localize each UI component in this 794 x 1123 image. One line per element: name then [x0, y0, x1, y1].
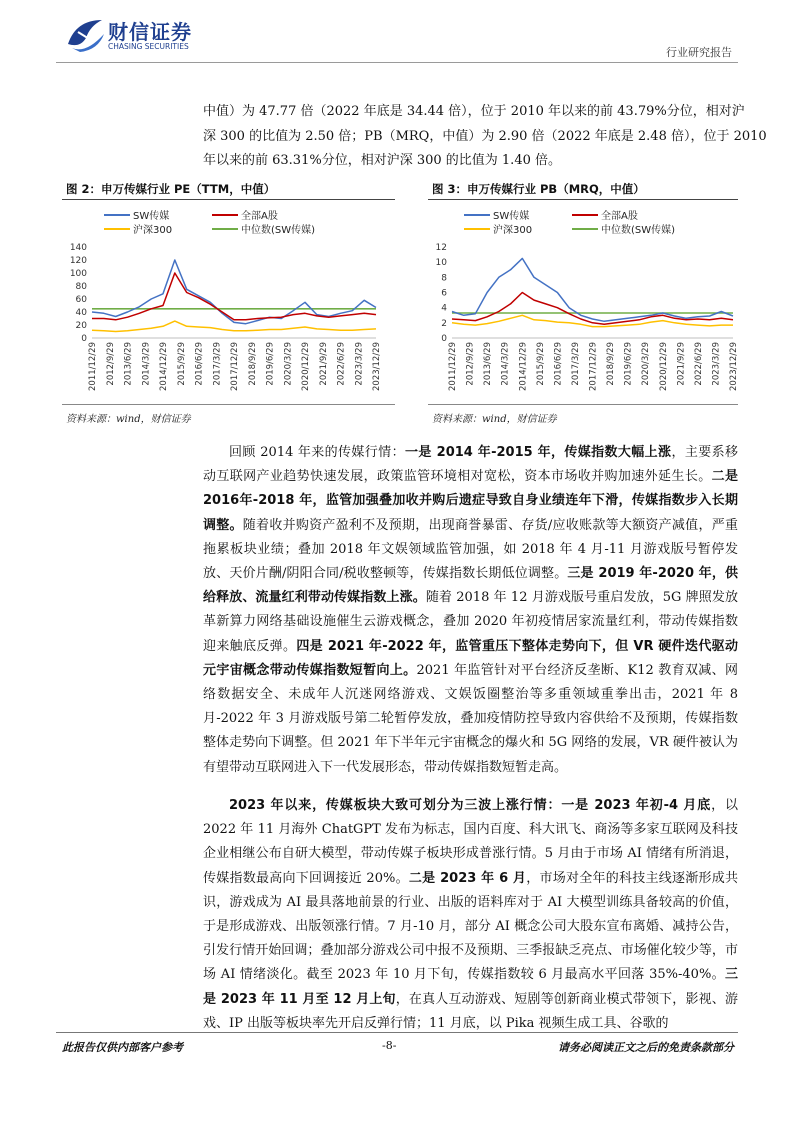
x-tick-label: 2015/9/29	[176, 342, 187, 386]
text-run: ，在真人互动游戏、短剧等创新商业模式带领下，影视、游戏、IP 出版等板块率先开启反弹行情；11 月底，以 Pika 视频生成工具、谷歌的	[203, 991, 738, 1031]
y-tick-label: 8	[441, 273, 447, 284]
figure-3-rule	[428, 199, 738, 200]
figure-3-title: 图 3：申万传媒行业 PB（MRQ，中值）	[432, 182, 645, 196]
x-tick-label: 2015/9/29	[535, 342, 546, 386]
page-number: -8-	[382, 1039, 397, 1052]
text-run: 随着收并购资产盈利不及预期，出现商誉暴雷、存货/应收账款等大额资产减值，严重拖累板块业绩；叠加 2018 年文娱领域监管加强，如 2018 年 4 月-11 月游戏版号暂停发放、天价片酬/阴阳合同/税收整顿等，传媒指数长期低位调整。	[203, 517, 738, 582]
figure-3-bottom-rule	[428, 404, 738, 405]
bold-text-run: 二是 2016年-2018 年，监管加强叠加收并购后遗症导致自身业绩连年下滑，传媒指数步入长期调整。	[203, 469, 738, 533]
x-tick-label: 2011/12/29	[448, 342, 458, 391]
x-tick-label: 2020/3/29	[641, 342, 652, 386]
x-tick-label: 2016/6/29	[553, 342, 564, 386]
x-tick-label: 2018/9/29	[247, 342, 258, 386]
x-tick-label: 2019/6/29	[265, 342, 276, 386]
x-tick-label: 2017/3/29	[570, 342, 581, 386]
x-tick-label: 2012/9/29	[105, 342, 116, 386]
legend-label: 中位数(SW传媒)	[601, 225, 676, 236]
x-tick-label: 2022/6/29	[693, 342, 704, 386]
legend-label: 中位数(SW传媒)	[241, 225, 316, 236]
figure-2-bottom-rule	[62, 404, 395, 405]
intro-line: 深 300 的比值为 2.50 倍；PB（MRQ，中值）为 2.90 倍（2022 年底是 2.48 倍），位于 2010	[203, 128, 767, 144]
x-tick-label: 2012/9/29	[465, 342, 476, 386]
y-tick-label: 40	[75, 308, 87, 318]
bold-text-run: 二是 2023 年 6 月	[408, 870, 527, 886]
legend-label: 沪深300	[133, 225, 173, 236]
x-tick-label: 2011/12/29	[88, 342, 98, 391]
x-tick-label: 2014/3/29	[141, 342, 152, 386]
y-tick-label: 140	[69, 243, 87, 253]
x-tick-label: 2023/3/29	[711, 342, 722, 386]
header-divider	[56, 62, 738, 63]
report-type: 行业研究报告	[666, 46, 732, 59]
legend-label: SW传媒	[493, 211, 530, 222]
legend-label: 全部A股	[601, 211, 638, 222]
logo-text-cn: 财信证券	[108, 20, 192, 44]
footer-divider	[56, 1032, 738, 1033]
y-tick-label: 0	[441, 334, 447, 344]
x-tick-label: 2018/9/29	[606, 342, 617, 386]
y-tick-label: 0	[81, 334, 87, 344]
x-tick-label: 2019/6/29	[623, 342, 634, 386]
bold-text-run: 三是 2023 年 11 月至 12 月上旬	[203, 967, 738, 1007]
y-tick-label: 80	[75, 282, 87, 292]
legend-label: 沪深300	[493, 225, 533, 236]
x-tick-label: 2020/12/29	[301, 342, 311, 391]
footer-disclaimer: 请务必阅读正文之后的免责条款部分	[558, 1041, 734, 1054]
x-tick-label: 2023/12/29	[372, 342, 382, 391]
legend-label: 全部A股	[241, 211, 278, 222]
figure-2-title: 图 2：申万传媒行业 PE（TTM，中值）	[66, 182, 276, 196]
figure-2-source: 资料来源：wind，财信证券	[66, 414, 191, 425]
x-tick-label: 2017/12/29	[588, 342, 599, 391]
bold-text-run: 四是 2021 年-2022 年，监管重压下整体走势向下，但 VR 硬件迭代驱动元宇宙概念带动传媒指数短暂向上。	[203, 638, 738, 678]
series-line-0	[452, 258, 733, 321]
text-run: ，以2022 年 11 月海外 ChatGPT 发布为标志，国内百度、科大讯飞、商汤等多家互联网及科技企业相继公布自研大模型，带动传媒子板块形成普涨行情。5 月由于市场 AI 情绪有所消退，传媒指数最高向下回调接近 20%。	[203, 798, 738, 886]
text-run: 回顾 2014 年来的传媒行情：	[229, 445, 405, 460]
bold-text-run: 一是 2014 年-2015 年，传媒指数大幅上涨	[404, 445, 672, 460]
y-tick-label: 6	[441, 288, 447, 299]
y-tick-label: 10	[435, 258, 447, 269]
figure-3-source: 资料来源：wind，财信证券	[432, 414, 557, 425]
text-run: ，市场对全年的科技主线逐渐形成共识，游戏成为 AI 最具落地前景的行业、出版的语料库对于 AI 大模型训练具备较高的价值，于是形成游戏、出版领涨行情。7 月-10 月，部分 AI 概念公司大股东宣布离婚、减持公告，引发行情开始回调；叠加部分游戏公司中报不及预期、三季报缺乏亮点、市场催化较少等，市场 AI 情绪淡化。截至 2023 年 10 月下旬，传媒指数较 6 月最高水平回落 35%-40%。	[203, 870, 738, 983]
x-tick-label: 2022/6/29	[336, 342, 347, 386]
x-tick-label: 2016/6/29	[194, 342, 205, 386]
x-tick-label: 2021/9/29	[318, 342, 329, 386]
legend-label: SW传媒	[133, 211, 170, 222]
x-tick-label: 2020/3/29	[283, 342, 294, 386]
y-tick-label: 20	[75, 321, 87, 331]
bold-text-run: 2023 年以来，传媒板块大致可划分为三波上涨行情：一是 2023 年初-4 月底	[229, 798, 712, 813]
x-tick-label: 2021/9/29	[676, 342, 687, 386]
x-tick-label: 2013/6/29	[123, 342, 134, 386]
y-tick-label: 12	[435, 243, 447, 253]
logo-text-en: CHASING SECURITIES	[108, 42, 189, 51]
y-tick-label: 120	[69, 256, 87, 266]
text-run: ，主要系移动互联网产业趋势快速发展，政策监管环境相对宽松，资本市场收并购加速外延生长。	[203, 445, 738, 485]
body-paragraph-1	[203, 441, 738, 780]
y-tick-label: 100	[69, 269, 87, 279]
x-tick-label: 2023/3/29	[354, 342, 365, 386]
intro-text	[203, 100, 767, 174]
x-tick-label: 2014/3/29	[500, 342, 511, 386]
x-tick-label: 2017/12/29	[230, 342, 240, 391]
x-tick-label: 2023/12/29	[729, 342, 739, 391]
y-tick-label: 60	[75, 295, 87, 305]
body-paragraph-2	[203, 794, 738, 1036]
x-tick-label: 2020/12/29	[658, 342, 669, 391]
x-tick-label: 2013/6/29	[483, 342, 494, 386]
text-run: 2021 年监管针对平台经济反垄断、K12 教育双减、网络数据安全、未成年人沉迷网络游戏、文娱饭圈整治等多重领域重拳出击，2021 年 8 月-2022 年 3 月游戏版号第二轮暂停发放，叠加疫情防控导致内容供给不及预期，传媒指数整体走势向下调整。但 2021 年下半年元宇宙概念的爆火和 5G 网络的发展，VR 硬件被认为有望带动互联网进入下一代发展形态，带动传媒指数短暂走高。	[203, 662, 738, 775]
text-run: 随着 2018 年 12 月游戏版号重启发放，5G 牌照发放革新算力网络基础设施催生云游戏概念，叠加 2020 年初疫情居家流量红利，带动传媒指数迎来触底反弹。	[203, 590, 738, 654]
figure-2-rule	[62, 199, 395, 200]
pe-line-chart	[62, 205, 396, 401]
x-tick-label: 2014/12/29	[159, 342, 169, 391]
x-tick-label: 2017/3/29	[212, 342, 223, 386]
company-logo	[64, 14, 204, 58]
footer-left-note: 此报告仅供内部客户参考	[62, 1041, 183, 1054]
intro-line: 中值）为 47.77 倍（2022 年底是 34.44 倍），位于 2010 年以来的前 43.79%分位，相对沪	[203, 104, 745, 119]
bold-text-run: 三是 2019 年-2020 年，供给释放、流量红利带动传媒指数上涨。	[203, 566, 739, 606]
series-line-1	[92, 273, 376, 320]
intro-line: 年以来的前 63.31%分位，相对沪深 300 的比值为 1.40 倍。	[203, 153, 561, 168]
y-tick-label: 2	[441, 318, 447, 329]
y-tick-label: 4	[441, 303, 447, 314]
x-tick-label: 2014/12/29	[518, 342, 529, 391]
pb-line-chart	[428, 205, 740, 401]
